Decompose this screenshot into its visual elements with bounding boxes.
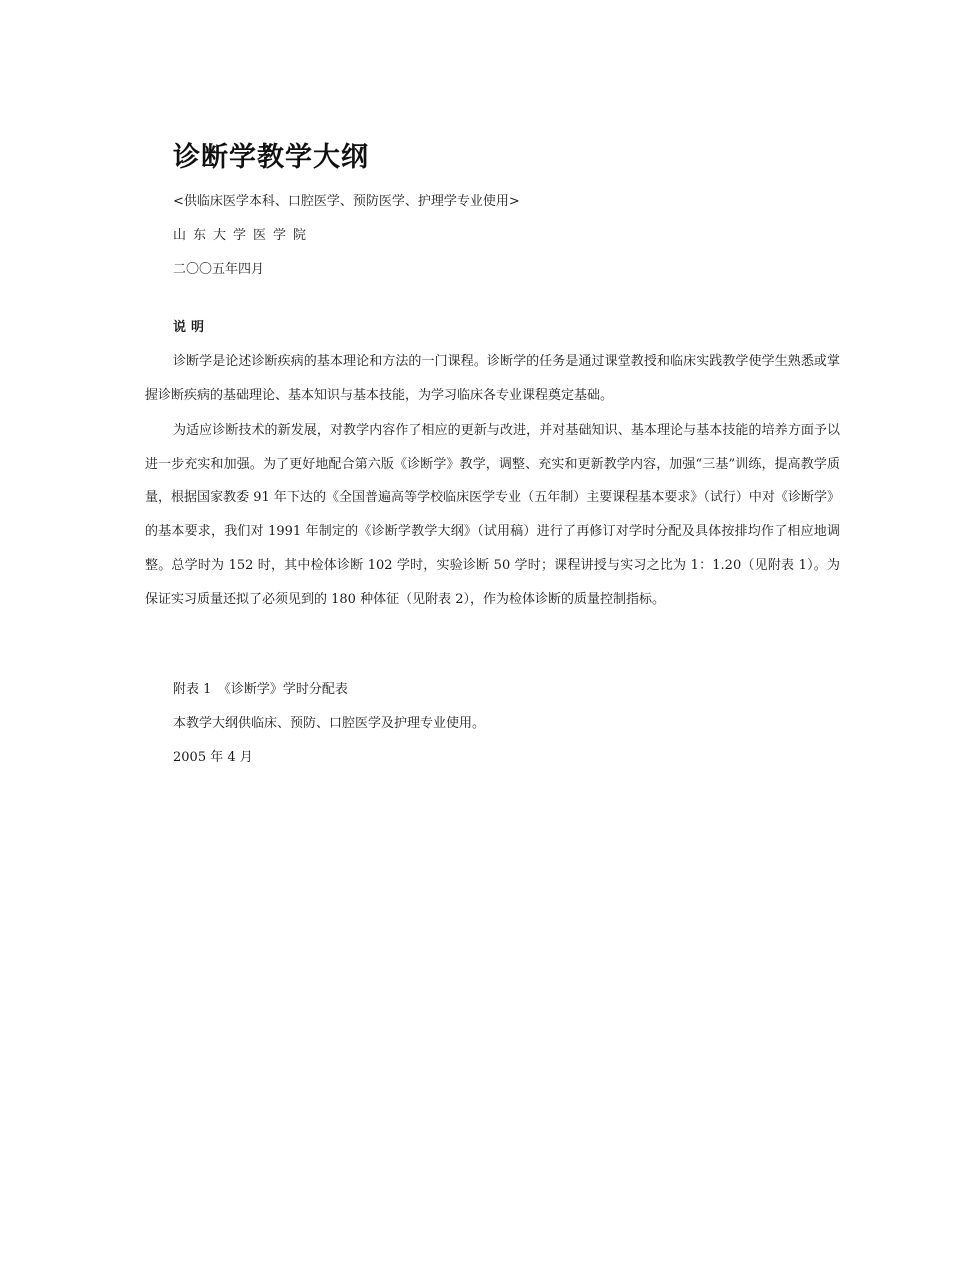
- explanation-paragraph-1: 诊断学是论述诊断疾病的基本理论和方法的一门课程。诊断学的任务是通过课堂教授和临床实践教学使学生熟悉或掌握诊断疾病的基础理论、基本知识与基本技能，为学习临床各专业课程奠定基础。: [145, 354, 840, 403]
- usage-note: 本教学大纲供临床、预防、口腔医学及护理专业使用。: [173, 716, 486, 731]
- appendix-table-label: 附表 1 《诊断学》学时分配表: [173, 682, 348, 697]
- section-heading-explanation: 说明: [173, 320, 210, 335]
- institution-name: 山东大学医学院: [173, 228, 314, 243]
- document-subtitle: <供临床医学本科、口腔医学、预防医学、护理学专业使用>: [173, 194, 520, 209]
- document-date: 二〇〇五年四月: [173, 262, 265, 277]
- document-title: 诊断学教学大纲: [173, 142, 369, 173]
- footer-date: 2005 年 4 月: [173, 750, 253, 765]
- explanation-paragraph-2: 为适应诊断技术的新发展，对教学内容作了相应的更新与改进，并对基础知识、基本理论与基本技能的培养方面予以进一步充实和加强。为了更好地配合第六版《诊断学》教学，调整、充实和更新教学内容，加强“三基”训练，提高教学质量，根据国家教委 91 年下达的《全国普遍高等学校临床医学专业（五年制）主要课程基本要求》（试行）中对《诊断学》的基本要求，我们对 1991 年制定的《诊断学教学大纲》（试用稿）进行了再修订对学时分配及具体按排均作了相应地调整。总学时为 152 时，其中检体诊断 102 学时，实验诊断 50 学时；课程讲授与实习之比为 1：1.20（见附表 1）。为保证实习质量还拟了必须见到的 180 种体征（见附表 2），作为检体诊断的质量控制指标。: [145, 423, 840, 607]
